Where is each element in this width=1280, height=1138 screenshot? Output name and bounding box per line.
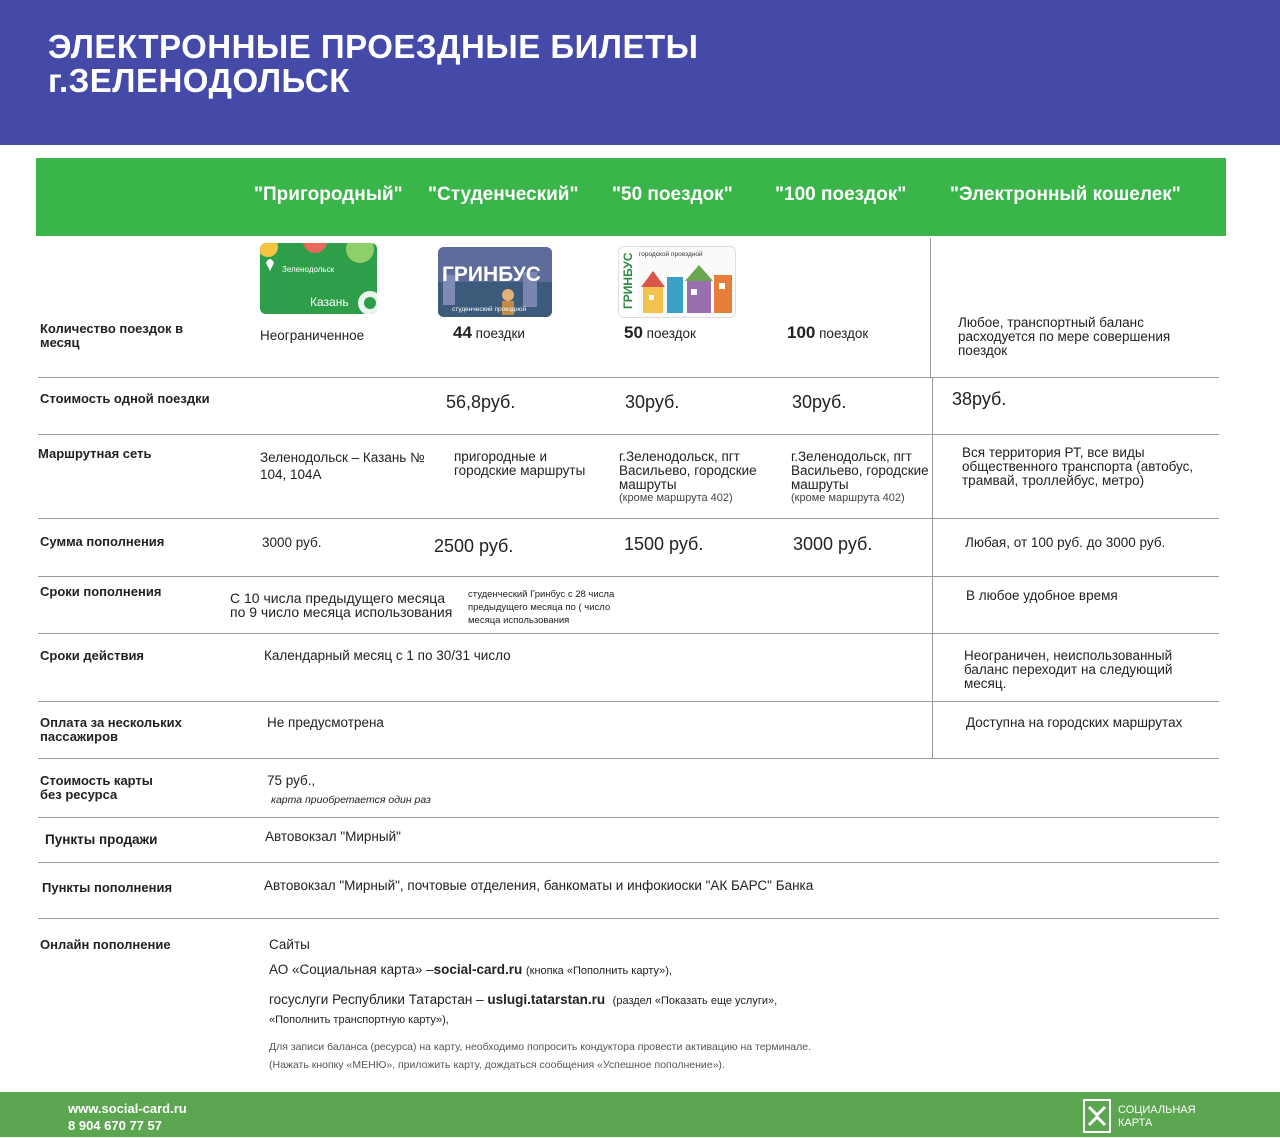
cell-validity-wallet: Неограничен, неиспользованный баланс переходит на следующий месяц. [964,648,1173,691]
social-card-link[interactable]: social-card.ru [433,962,523,977]
cell-route-50: г.Зеленодольск, пгт Васильево, городские машруты [619,449,757,492]
page-title: ЭЛЕКТРОННЫЕ ПРОЕЗДНЫЕ БИЛЕТЫ [48,28,699,65]
row-divider [38,576,1219,577]
cell-route-prigorodny: Зеленодольск – Казань № 104, 104А [260,450,425,482]
card-brand-vertical: ГРИНБУС [621,252,635,309]
cell-route-wallet: Вся территория РТ, все виды общественного транспорта (автобус, трамвай, троллейбус, метро) [962,445,1194,488]
cell-topup-points: Автовокзал "Мирный", почтовые отделения, банкоматы и инфокиоски "АК БАРС" Банка [264,878,814,893]
row-label-topup-points: Пункты пополнения [42,880,173,895]
card-label-to: Казань [310,295,349,309]
cell-route-50-note: (кроме маршрута 402) [619,492,733,504]
column-header-e-wallet: "Электронный кошелек" [950,184,1181,205]
cell-sum-100: 3000 руб. [793,534,873,554]
cell-trips-wallet: Любое, транспортный баланс расходуется по мере совершения поездок [958,315,1171,358]
row-label-validity: Сроки действия [40,648,145,663]
row-label-trips: Количество поездок в месяц [40,321,184,350]
online-sites-heading: Сайты [269,937,310,952]
cell-cost-student: 56,8руб. [446,392,516,412]
row-label-route: Маршрутная сеть [38,446,152,461]
row-label-multi: Оплата за нескольких пассажиров [40,715,182,744]
cell-card-cost-note: карта приобретается один раз [271,794,431,806]
cell-trips-prigorodny: Неограниченное [260,328,365,343]
row-divider [38,758,1219,759]
row-label-topup-period: Сроки пополнения [40,584,162,599]
cell-route-100-note: (кроме маршрута 402) [791,492,905,504]
card-sub: городской проездной [639,251,703,258]
row-divider [38,701,1219,702]
card-city-image [618,246,736,318]
cell-sum-student: 2500 руб. [434,536,514,556]
column-header-50-trips: "50 поездок" [612,184,733,205]
online-line-social-card: АО «Социальная карта» –social-card.ru (кнопка «Пополнить карту»), [269,962,672,977]
column-header-student: "Студенческий" [428,184,579,205]
cell-route-100: г.Зеленодольск, пгт Васильево, городские машруты [791,449,929,492]
row-divider [38,377,1219,378]
card-prigorodny-image [260,243,377,314]
cell-sale-points: Автовокзал "Мирный" [265,829,401,844]
row-divider [38,633,1219,634]
online-note-2: (Нажать кнопку «МЕНЮ», приложить карту, дождаться сообщения «Успешное пополнение»). [269,1059,725,1071]
footer-website-link[interactable]: www.social-card.ru [68,1101,187,1116]
cell-cost-50: 30руб. [625,392,680,412]
row-label-sale-points: Пункты продажи [45,832,158,847]
cell-period-prigorodny: С 10 числа предыдущего месяца по 9 число месяца использования [230,590,453,620]
online-note-1: Для записи баланса (ресурса) на карту, необходимо попросить кондуктора провести активацию на терминале. [269,1041,812,1053]
row-label-cost: Стоимость одной поездки [40,391,210,406]
row-divider [38,918,1219,919]
online-line-3: «Пополнить транспортную карту»), [269,1014,449,1026]
cell-trips-student: 44 поездки [453,323,525,342]
gosuslugi-link[interactable]: uslugi.tatarstan.ru [487,992,606,1007]
cell-sum-50: 1500 руб. [624,534,704,554]
cell-route-student: пригородные и городские маршруты [454,449,586,478]
online-line-gosuslugi: госуслуги Республики Татарстан – uslugi.tatarstan.ru (раздел «Показать еще услуги», [269,992,778,1007]
column-divider [930,238,931,378]
cell-period-wallet: В любое удобное время [966,588,1118,603]
card-brand: ГРИНБУС [442,263,541,286]
page-subtitle: г.ЗЕЛЕНОДОЛЬСК [48,62,350,99]
footer-phone: 8 904 670 77 57 [68,1118,162,1133]
social-card-logo-icon [1083,1099,1111,1133]
cell-sum-prigorodny: 3000 руб. [262,535,322,550]
row-divider [38,434,1219,435]
row-label-online: Онлайн пополнение [40,937,171,952]
cell-cost-wallet: 38руб. [952,389,1007,409]
card-label-from: Зеленодольск [282,265,335,274]
cell-multi-common: Не предусмотрена [267,715,384,730]
row-label-card-cost: Стоимость карты без ресурса [40,773,153,802]
row-divider [38,518,1219,519]
column-header-100-trips: "100 поездок" [775,184,907,205]
card-student-image [438,247,552,317]
cell-validity-common: Календарный месяц с 1 по 30/31 число [264,648,511,663]
cell-cost-100: 30руб. [792,392,847,412]
cell-trips-50: 50 поездок [624,323,696,342]
row-divider [38,862,1219,863]
footer-logo-text: СОЦИАЛЬНАЯ КАРТА [1118,1104,1196,1129]
cell-multi-wallet: Доступна на городских маршрутах [966,715,1183,730]
cell-sum-wallet: Любая, от 100 руб. до 3000 руб. [965,535,1166,550]
column-header-prigorodny: "Пригородный" [254,184,403,205]
cell-period-student: студенческий Гринбус с 28 числа предыдущего месяца по ( число месяца использования [468,589,615,626]
row-divider [38,817,1219,818]
cell-card-cost: 75 руб., [267,773,316,788]
cell-trips-100: 100 поездок [787,323,869,342]
card-sub: студенческий проездной [452,306,527,313]
row-label-topup-sum: Сумма пополнения [40,534,165,549]
